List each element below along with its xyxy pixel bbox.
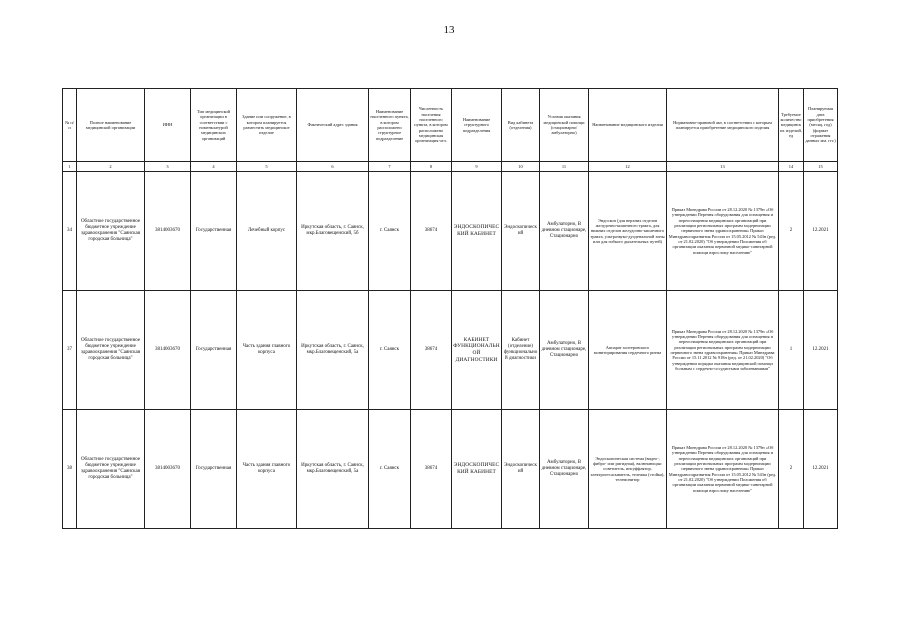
device-name: Эндоскопическая система (видео-, фибро- или ригидная), включающая: осветитель, инсуффлятор, электроотсасыватель, тележка (стойка), телемонитор — [589, 410, 667, 529]
header-cell: № п/п — [63, 89, 77, 162]
header-cell: Вид кабинета (отделения) — [502, 89, 540, 162]
population: 38674 — [411, 291, 452, 410]
locality: г. Саянск — [369, 291, 411, 410]
column-number: 10 — [502, 162, 540, 172]
quantity: 2 — [779, 410, 804, 529]
care-conditions: Амбулаторно, В дневном стационаре, Стационарно — [540, 172, 589, 291]
address: Иркутская область, г. Саянск, мкр.Благовещенский, 5б — [297, 172, 369, 291]
header-cell: Нормативно-правовой акт, в соответствии с которым планируется приобретение медицинского изделия — [667, 89, 779, 162]
quantity: 2 — [779, 172, 804, 291]
header-cell: Условия оказания медицинской помощи (стационарно/амбулаторно) — [540, 89, 589, 162]
org-type: Государственная — [191, 291, 237, 410]
org-type: Государственная — [191, 410, 237, 529]
header-cell: Наименование медицинского изделия — [589, 89, 667, 162]
column-number: 14 — [779, 162, 804, 172]
header-cell: Фактический адрес здания — [297, 89, 369, 162]
medical-equipment-table — [62, 88, 838, 529]
header-cell: Численность населения населенного пункта, в котором расположено медицинская организация чел. — [411, 89, 452, 162]
column-number: 12 — [589, 162, 667, 172]
page-number: 13 — [443, 24, 455, 36]
structural-unit: ЭНДОСКОПИЧЕСКИЙ КАБИНЕТ — [452, 172, 502, 291]
org-type: Государственная — [191, 172, 237, 291]
inn: 3814003670 — [145, 410, 191, 529]
header-cell: Полное наименование медицинской организации — [77, 89, 145, 162]
header-cell: Планируемая дата приобретения (месяц, год) (формат отражения данных мм. ггг.) — [804, 89, 838, 162]
column-number: 11 — [540, 162, 589, 172]
column-number: 6 — [297, 162, 369, 172]
device-name: Эндоскоп (для верхних отделов желудочно-кишечного тракта, для нижних отделов желудочно-кишечного тракта, ультразвуко-дуоденальной зоны или для гибкого дыхательных путей) — [589, 172, 667, 291]
header-cell: ИНН — [145, 89, 191, 162]
column-number: 5 — [237, 162, 297, 172]
org-name: Областное государственное бюджетное учреждение здравоохранения "Саянская городская больница" — [77, 291, 145, 410]
column-number: 8 — [411, 162, 452, 172]
legal-act: Приказ Минздрава России от 28.12.2020 № 1379н «Об утверждении Перечня оборудования для оснащения и переоснащения медицинских организаций при реализации региональных программ модернизации первичного звена здравоохранения» Приказ Минздравсоцразвития России от 15.05.2012 № 543н (ред. от 21.02.2020) "Об утверждении Положения об организации оказания первичной медико-санитарной помощи взрослому населению" — [667, 410, 779, 529]
address: Иркутская область, г. Саянск, мкр.Благовещенский, 5а — [297, 410, 369, 529]
column-number: 15 — [804, 162, 838, 172]
column-number: 1 — [63, 162, 77, 172]
device-name: Аппарат холтеровского мониторирования сердечного ритма — [589, 291, 667, 410]
column-number: 9 — [452, 162, 502, 172]
header-cell: Здание или сооружение, в котором планируется разместить медицинское изделие — [237, 89, 297, 162]
quantity: 1 — [779, 291, 804, 410]
purchase-date: 12.2021 — [804, 291, 838, 410]
cabinet-type: Эндоскопический — [502, 172, 540, 291]
building: Часть здания главного корпуса — [237, 410, 297, 529]
column-number: 3 — [145, 162, 191, 172]
address: Иркутская область, г. Саянск, мкр.Благовещенский, 5а — [297, 291, 369, 410]
column-number: 4 — [191, 162, 237, 172]
structural-unit: КАБИНЕТ ФУНКЦИОНАЛЬНОЙ ДИАГНОСТИКИ — [452, 291, 502, 410]
header-cell: Наименование структурного подразделения — [452, 89, 502, 162]
purchase-date: 12.2021 — [804, 410, 838, 529]
structural-unit: ЭНДОСКОПИЧЕСКИЙ КАБИНЕТ — [452, 410, 502, 529]
row-number: 38 — [63, 410, 77, 529]
header-cell: Требуемое количество медицинских изделий, ед — [779, 89, 804, 162]
population: 38674 — [411, 410, 452, 529]
header-cell: Наименование населенного пункта, в котором расположено структурное подразделение — [369, 89, 411, 162]
header-cell: Тип медицинской организации в соответствии с номенклатурой медицинских организаций — [191, 89, 237, 162]
org-name: Областное государственное бюджетное учреждение здравоохранения "Саянская городская больница" — [77, 172, 145, 291]
row-number: 34 — [63, 172, 77, 291]
table-row — [63, 172, 838, 291]
locality: г. Саянск — [369, 172, 411, 291]
table-row — [63, 410, 838, 529]
care-conditions: Амбулаторно, В дневном стационаре, Стационарно — [540, 410, 589, 529]
org-name: Областное государственное бюджетное учреждение здравоохранения "Саянская городская больница" — [77, 410, 145, 529]
care-conditions: Амбулаторно, В дневном стационаре, Стационарно — [540, 291, 589, 410]
column-number: 2 — [77, 162, 145, 172]
inn: 3814003670 — [145, 291, 191, 410]
population: 38674 — [411, 172, 452, 291]
table-row — [63, 291, 838, 410]
legal-act: Приказ Минздрава России от 28.12.2020 № 1379н «Об утверждении Перечня оборудования для оснащения и переоснащения медицинских организаций при реализации региональных программ модернизации первичного звена здравоохранения» Приказ Минздрава России от 15.11.2012 № 918н (ред. от 21.02.2020) "Об утверждении порядка оказания медицинской помощи больным с сердечно-сосудистыми заболеваниями" — [667, 291, 779, 410]
legal-act: Приказ Минздрава России от 28.12.2020 № 1379н «Об утверждении Перечня оборудования для оснащения и переоснащения медицинских организаций при реализации региональных программ модернизации первичного звена здравоохранения» Приказ Минздравсоцразвития России от 15.05.2012 № 543н (ред. от 21.02.2020) "Об утверждении Положения об организации оказания первичной медико-санитарной помощи взрослому населению" — [667, 172, 779, 291]
column-number: 13 — [667, 162, 779, 172]
table-header-row — [63, 89, 838, 162]
cabinet-type: Эндоскопический — [502, 410, 540, 529]
locality: г. Саянск — [369, 410, 411, 529]
building: Лечебный корпус — [237, 172, 297, 291]
column-number-row — [63, 162, 838, 172]
cabinet-type: Кабинет (отделение) функциональной диагностики — [502, 291, 540, 410]
inn: 3814003670 — [145, 172, 191, 291]
building: Часть здания главного корпуса — [237, 291, 297, 410]
row-number: 37 — [63, 291, 77, 410]
column-number: 7 — [369, 162, 411, 172]
purchase-date: 12.2021 — [804, 172, 838, 291]
